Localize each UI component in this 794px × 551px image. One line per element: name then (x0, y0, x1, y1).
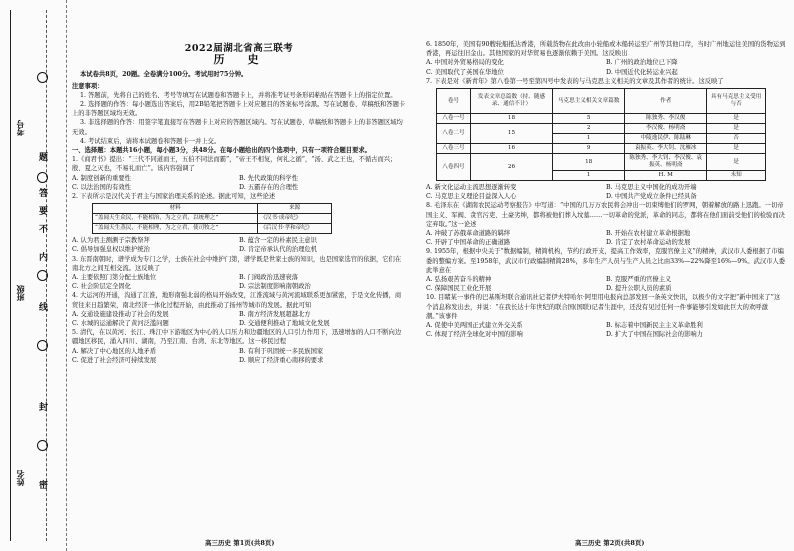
table-cell: 15 (470, 124, 552, 144)
option: A. 促使中美两国正式建立外交关系 (426, 322, 523, 330)
table-cell: 八卷四号 (437, 154, 471, 181)
seal-char: 线 (39, 303, 49, 313)
table-row (437, 154, 766, 171)
option: B. 广州的政治地位已下降 (606, 59, 678, 67)
option: D. 顺应了经济重心南移的要求 (239, 356, 324, 364)
seal-char: 题 (39, 153, 49, 163)
page-footer-left: 高三历史 第1页(共8页) (205, 539, 275, 547)
option: A. 新文化运动主流思想逐渐转变 (426, 184, 517, 192)
exam-subject: 历 史 (213, 53, 265, 67)
option: C. 马克思主义理论目益深入人心 (426, 193, 517, 201)
class-label: 班级 (15, 285, 25, 301)
seal-char: 密 (39, 481, 49, 491)
question-stem: 6. 1850年，美国有90艘轮船抵达香港，所载货物在此改由小轮船或木船转运至广州等其他口岸，当时广州地运往美国的货物运到香港，再运往旧金山。其他国家的对华贸易也逐渐依赖于美国。这反映出 (426, 41, 786, 58)
table-header: 具有马克思主义受用与否 (707, 89, 766, 114)
left-column (72, 0, 406, 365)
question-stem: 4. 大运河的开通，沟通了江淮，地形南强北弱的格局开始改变，江淮流域与黄河流域联系更加紧密，于是文化传播，商贸往来日趋繁荣，南北经济一体化过程开始，由此推动了扬州等城市的发展。据此可知 (72, 292, 402, 309)
table-header: 材料 (93, 204, 258, 214)
seal-circle (37, 270, 48, 281)
notice-item: 3. 非选择题的作答：用签字笔直接写在答题卡上对应的答题区域内。写在试题卷、草稿纸和答题卡上的非答题区域均无效。 (72, 119, 403, 136)
table-cell: 八卷一号 (437, 114, 471, 124)
table-cell: 《后汉书·孝和帝纪》 (258, 224, 332, 234)
seal-circle (37, 440, 48, 451)
table-row (437, 114, 766, 124)
option: B. 标志着中国新民主主义革命胜利 (606, 322, 703, 330)
table-cell: 是 (707, 144, 766, 154)
seal-circle (37, 172, 48, 183)
option: D. 提升公职人员的素质 (606, 285, 672, 293)
table-cell: 否 (707, 134, 766, 144)
option: D. 肯定帝承认代的治理危机 (239, 246, 318, 254)
option: A. 制度创新的重要性 (72, 174, 131, 182)
table-cell: 陈独秀、李大钊、李汉俊、袁振英、杨明斋 (625, 154, 707, 171)
seal-circle (37, 72, 48, 83)
table-cell: 是 (707, 154, 766, 171)
option: B. 门阀政治迅速衰落 (239, 274, 299, 282)
option: D. 五霸存在的合理性 (239, 183, 299, 191)
notice-item: 4. 考试结束后，请将本试题卷和答题卡一并上交。 (80, 137, 221, 145)
page-footer-right: 高三历史 第2页(共8页) (575, 539, 645, 547)
table-cell: 5 (553, 114, 625, 124)
name-label: 姓名 (15, 470, 25, 486)
section-heading: 一、选择题：本题共16小题，每小题3分，共48分。在每小题给出的四个选项中，只有一项符合题目要求。 (72, 147, 371, 155)
table-header: 马克思主义相关文章篇数 (553, 89, 625, 114)
option: D. 扩大了中国在国际社会的影响力 (606, 331, 703, 339)
table-cell: 袁振英、李大钊、沈雁冰 (625, 144, 707, 154)
table-cell: 八卷二号 (437, 124, 471, 144)
notice-item: 2. 选择题的作答：每小题选出答案后，用2B铅笔把答题卡上对应题目的答案标号涂黑。写在试题卷、草稿纸和答题卡上的非答题区域均无效。 (72, 101, 406, 118)
table-cell: “盖闻天生蒸民，不能相理，为之立君，使司牧之” (93, 224, 258, 234)
question-1 (72, 155, 406, 192)
table-cell: 《汉书·成帝纪》 (258, 214, 332, 224)
option: A. 交通设施建设推动了社会的发展 (72, 310, 169, 318)
question-4 (72, 291, 406, 328)
question-7 (426, 77, 786, 202)
question-stem: 10. 目睹某一事件的巴基斯坦联合通讯社记者伊夫特哈尔·阿里用电报向总部发回一条英文快讯，以极少的文字把“新中国来了”这个消息称发出去，并说：“在我长达十年世纪的联合国(国联)记者生涯中，还没有见过任何一件事能够引发如此巨大的欢呼激潮。”该事件 (426, 294, 781, 320)
table-cell: 9 (553, 144, 625, 154)
question-stem: 2. 下表所示是汉代关于君主与国家治理关系的论述。据此可知，这些论述 (72, 193, 276, 201)
seal-char: 内 (39, 253, 49, 263)
option: A. 冲破了苏俄革命道路的羁绊 (426, 230, 511, 238)
option: C. 开辟了中国革命的正确道路 (426, 239, 511, 247)
table-row (437, 144, 766, 154)
question-stem: 3. 东晋南朝时，谱学成为专门之学，士族在社会中维护门第，谱学既是世家士族的知识，也是国家选官的依据，它们在南北方之间互相交流。这反映了 (72, 255, 402, 272)
option: B. 蕴含一定的朴素民主意识 (239, 237, 317, 245)
right-column (426, 40, 786, 339)
option: B. 开始在农村建立革命根据地 (606, 230, 691, 238)
option: A. 解决了中心地区的人地矛盾 (72, 347, 157, 355)
exam-intro: 本试卷共8页，20题。全卷满分100分。考试用时75分钟。 (80, 71, 248, 79)
notice-item: 1. 答题前，先将自己的姓名、考号等填写在试题卷和答题卡上，并将准考证号条形码粘贴在答题卡上的指定位置。 (80, 91, 397, 99)
option: D. 交通便利推动了地域文化发展 (239, 320, 330, 328)
table-cell: H. M (625, 171, 707, 181)
option: B. 先代政策的科学性 (239, 174, 299, 182)
question-stem: 5. 清代，在以黄河、长江、珠江中下游地区为中心的人口压力和边疆地区的人口引力作用下，迅速增加的人口不断向边疆地区移民，涌入四川、湖南，乃至江南、台湾、东北等地区。这一移民过程 (72, 329, 402, 346)
option: C. 水城的运通解决了黄河泛滥问题 (72, 320, 169, 328)
binding-line-outer (10, 10, 11, 541)
seal-char: 不 (39, 225, 49, 235)
table-cell: 李汉俊、杨明斋 (625, 124, 707, 134)
table-cell: 2 (553, 124, 625, 134)
question-stem: 7. 下表是对《新青年》第八卷第一号至第四号中发表的与马克思主义相关的文章及其作者的统计。这反映了 (426, 77, 724, 85)
table-cell: 八卷三号 (437, 144, 471, 154)
table-cell: 26 (470, 154, 552, 181)
option: B. 马克思主义中国化的成功开端 (606, 184, 697, 192)
option: B. 南方经济发展超越北方 (239, 310, 311, 318)
table-cell: 未知 (707, 171, 766, 181)
option: C. 促进了社会经济可持续发展 (72, 356, 157, 364)
option: A. 中国对外贸易格局的变化 (426, 59, 504, 67)
question-6 (426, 40, 786, 77)
option: C. 保障国民工业化开展 (426, 285, 492, 293)
option: A. 认为君主测测子宗教祭拜 (72, 237, 150, 245)
question-5 (72, 328, 406, 365)
option: D. 宗法制度影响南朝政治 (239, 283, 311, 291)
question-10 (426, 293, 786, 339)
option: C. 体现了经济全球化对中国的影响 (426, 331, 523, 339)
question-2 (72, 192, 406, 255)
table-cell: 中陵逸民伊、陈陆琳 (625, 134, 707, 144)
source-table (92, 203, 332, 234)
table-cell: 18 (553, 154, 625, 171)
table-cell: 陈独秀、李汉俊 (625, 114, 707, 124)
option: B. 有利于巩固统一多民族国家 (239, 347, 324, 355)
question-9 (426, 247, 786, 293)
option: C. 社会阶层定全固化 (72, 283, 131, 291)
seal-char: 封 (39, 403, 49, 413)
option: C. 以法治国的有效性 (72, 183, 131, 191)
option: A. 弘扬艰苦奋斗的精神 (426, 276, 492, 284)
table-cell: 是 (707, 114, 766, 124)
seal-char: 答 (39, 189, 49, 199)
table-row (437, 124, 766, 134)
notice-title: 注意事项： (72, 82, 104, 90)
seal-circle (37, 340, 48, 351)
exam-title: 2022届湖北省高三联考 (184, 43, 294, 54)
option: D. 中国近代化转运业兴起 (606, 68, 678, 76)
option: C. 倡导加强皇权以维护统治 (72, 246, 150, 254)
exam-no-label: 考号 (15, 120, 25, 136)
table-cell: 16 (470, 144, 552, 154)
question-stem: 9. 1955年，根据中央关于“数据编制，精简机构，节约行政开支，提高工作效率，克服官僚主义”的精神，武汉市人委根据了市编委的整编方案。至1958年，武汉市行政编制精简28%，多年生产人员与生产人员之比由33%—22%降至16%—9%。武汉市人委此举意在 (426, 248, 786, 274)
question-8 (426, 201, 786, 247)
binding-margin (0, 0, 67, 551)
seal-char: 要 (39, 207, 49, 217)
question-stem: 1.《商君书》提出：“三代不同道而王，五伯不同法而霸”，“帝王不相复，何礼之循”，“汤、武之王也，不循古而兴；殷、夏之灭也，不易礼而亡”。该内容强调了 (72, 156, 397, 173)
table-row (93, 214, 332, 224)
table-cell: 1 (553, 171, 625, 181)
table-header: 发表文章总篇数（持、随感录、通信不计） (470, 89, 552, 114)
table-header: 卷号 (437, 89, 471, 114)
option: A. 主要依照门第分配士族地位 (72, 274, 157, 282)
question-3 (72, 255, 406, 292)
table-cell: 是 (707, 124, 766, 134)
table-cell: 1 (553, 134, 625, 144)
question-stem: 8. 毛泽东在《湖南农民运动考察报告》中写道：“中国的几万万农民将会冲出一切束缚他们的罗网，朝着解放的路上迅跑。一切帝国主义、军阀、贪官污吏、土豪劣绅，都将被他们葬入坟墓……一切革命的党派，革命的同志，都将在他们面前受他们的检验而决定弃取。”这一论述 (426, 202, 785, 228)
table-header: 作者 (625, 89, 707, 114)
table-cell: 18 (470, 114, 552, 124)
table-cell: “盖闻天生众民，不能相治，为之立君，以统理之” (93, 214, 258, 224)
option: C. 美国取代了英国在华地位 (426, 68, 504, 76)
q7-table (436, 88, 766, 181)
option: B. 克服严重的官僚主义 (606, 276, 672, 284)
option: D. 中国共产党成立条件已经具备 (606, 193, 697, 201)
option: D. 肯定了农村革命运动的发展 (606, 239, 691, 247)
table-header: 来源 (258, 204, 332, 214)
table-row (93, 224, 332, 234)
